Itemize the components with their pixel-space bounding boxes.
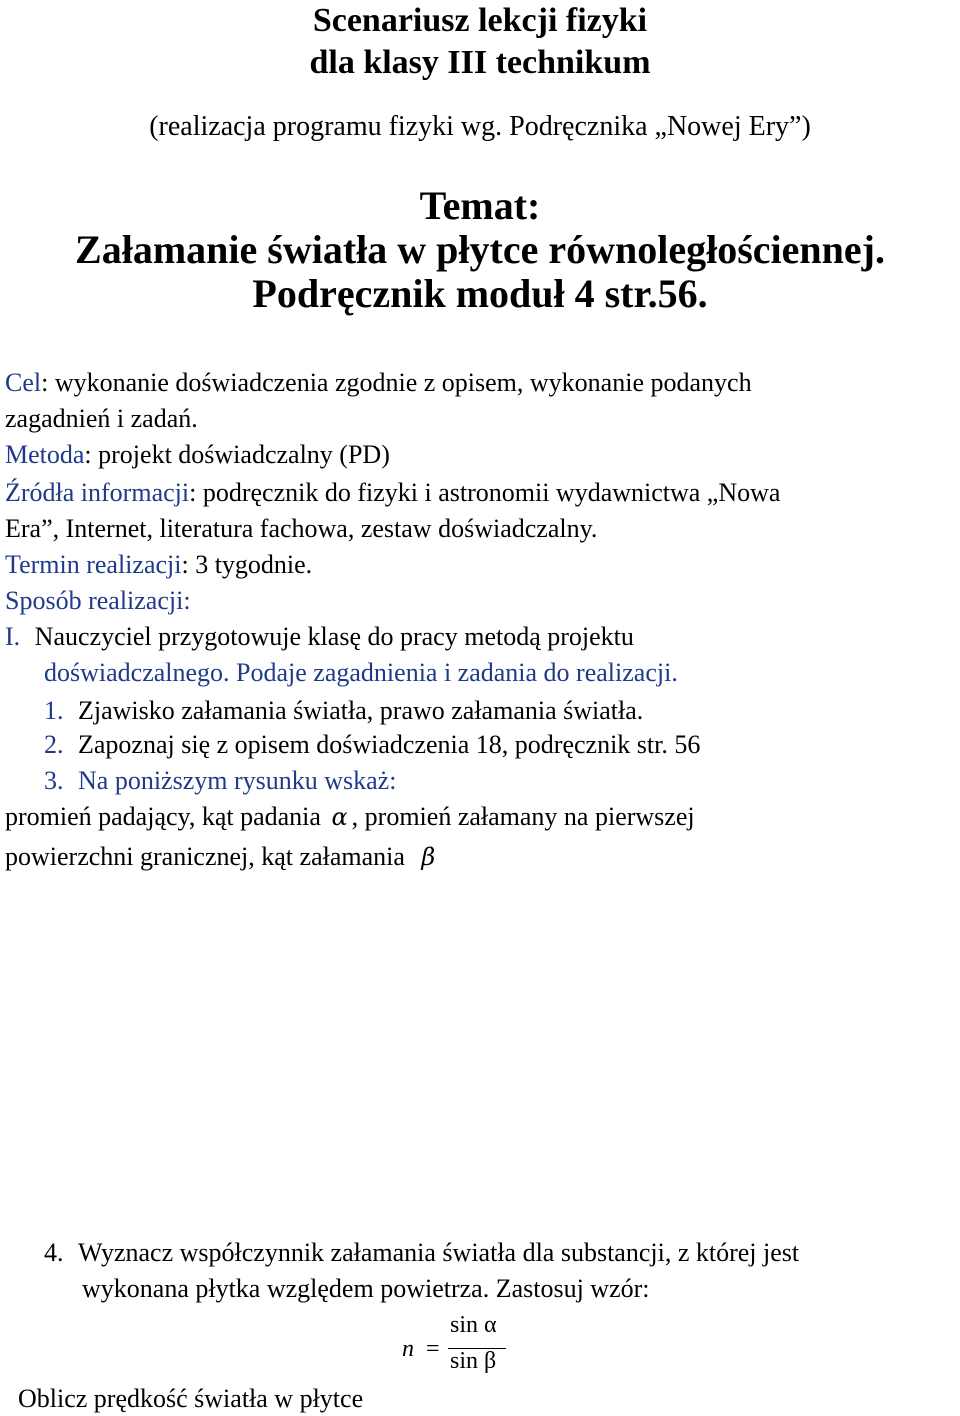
roman-item-line2 (44, 656, 678, 690)
sposob-line (5, 584, 191, 618)
refractive-index-formula (400, 1312, 520, 1382)
list-item-1 (44, 694, 643, 728)
item3-detail-part2: , promień załamany na pierwszej (351, 802, 695, 831)
termin-line (5, 548, 312, 582)
formula-denominator: sin β (450, 1348, 497, 1374)
item1-number: 1. (44, 696, 64, 725)
metoda-label: Metoda (5, 440, 85, 469)
beta-symbol: β (421, 843, 436, 871)
cel-text-line2: zagadnień i zadań. (5, 404, 198, 433)
item4-text-line1: Wyznacz współczynnik załamania światła dla substancji, z której jest (78, 1238, 800, 1267)
item3-text: Na poniższym rysunku wskaż: (78, 766, 397, 795)
termin-text: : 3 tygodnie. (181, 550, 313, 579)
item2-number: 2. (44, 730, 64, 759)
item4-number: 4. (44, 1238, 64, 1267)
item3-detail-line2-text: powierzchni granicznej, kąt załamania (5, 842, 405, 871)
lesson-title-line1: Scenariusz lekcji fizyki (312, 2, 648, 39)
roman-item (5, 620, 634, 654)
item3-detail-line1 (5, 800, 695, 834)
topic-title: Załamanie światła w płytce równoległościennej. (75, 227, 885, 272)
alpha-symbol: α (331, 803, 348, 831)
topic-label: Temat: (419, 183, 541, 228)
list-item-4 (44, 1236, 799, 1270)
formula-numerator: sin α (450, 1312, 497, 1338)
metoda-line (5, 438, 390, 472)
cel-label: Cel (5, 368, 42, 397)
roman-text-line1: Nauczyciel przygotowuje klasę do pracy metodą projektu (34, 622, 634, 651)
footer-text: Oblicz prędkość światła w płytce (18, 1384, 364, 1413)
lesson-subtitle: (realizacja programu fizyki wg. Podręcznika „Nowej Ery”) (149, 111, 811, 142)
roman-label: I. (5, 622, 21, 651)
topic-reference: Podręcznik moduł 4 str.56. (252, 271, 708, 316)
item1-text: Zjawisko załamania światła, prawo załamania światła. (78, 696, 644, 725)
formula-equals: = (426, 1336, 440, 1362)
list-item-3 (44, 764, 396, 798)
formula-lhs: n (402, 1336, 414, 1362)
item4-text-line2: wykonana płytka względem powietrza. Zastosuj wzór: (82, 1274, 650, 1303)
cel-line1 (5, 366, 752, 400)
sposob-label: Sposób realizacji (5, 586, 184, 615)
zrodla-label: Źródła informacji (5, 478, 190, 507)
zrodla-line1 (5, 476, 780, 510)
zrodla-text-line2: Era”, Internet, literatura fachowa, zestaw doświadczalny. (5, 514, 598, 543)
sposob-colon: : (183, 586, 191, 615)
lesson-title-line2: dla klasy III technikum (309, 44, 651, 81)
list-item-2 (44, 728, 700, 762)
zrodla-text: : podręcznik do fizyki i astronomii wydawnictwa „Nowa (189, 478, 781, 507)
item2-text: Zapoznaj się z opisem doświadczenia 18, podręcznik str. 56 (78, 730, 701, 759)
termin-label: Termin realizacji (5, 550, 182, 579)
item3-detail-part1: promień padający, kąt padania (5, 802, 321, 831)
cel-text: : wykonanie doświadczenia zgodnie z opisem, wykonanie podanych (41, 368, 752, 397)
item3-detail-line2 (5, 840, 435, 874)
drawing-area (0, 890, 960, 1230)
metoda-text: : projekt doświadczalny (PD) (84, 440, 390, 469)
roman-text-line2: doświadczalnego. Podaje zagadnienia i zadania do realizacji. (44, 658, 678, 687)
item3-number: 3. (44, 766, 64, 795)
